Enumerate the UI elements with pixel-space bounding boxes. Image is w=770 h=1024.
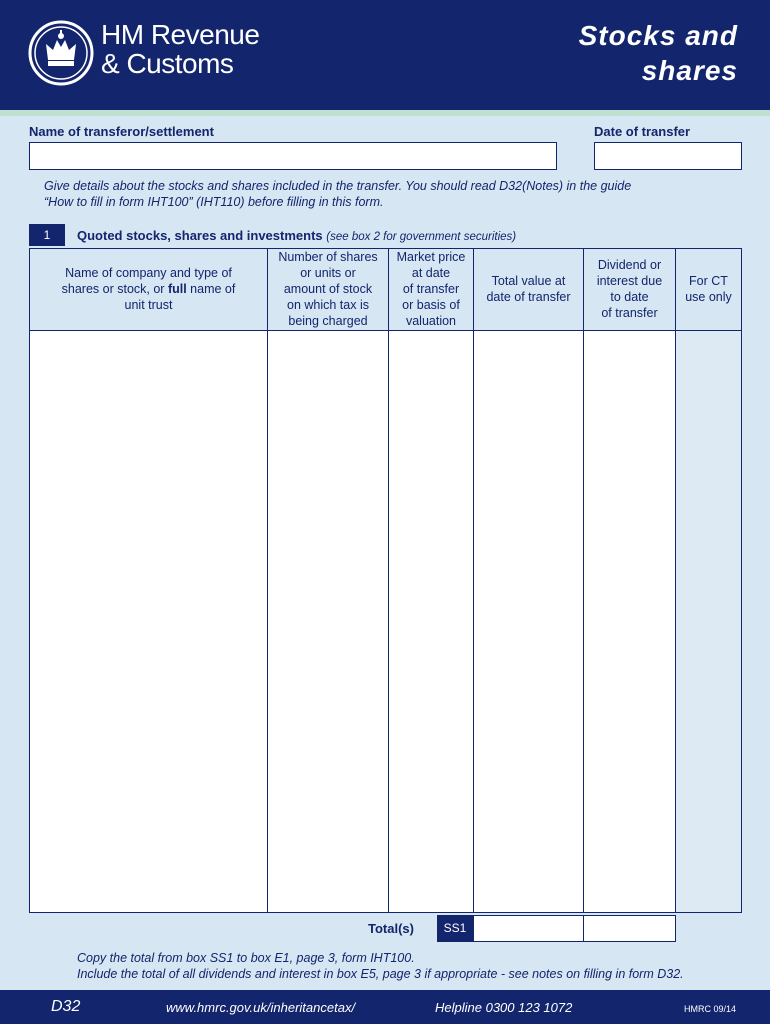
column-header-line: of transfer [402,282,460,296]
column-header-line: to date [610,290,649,304]
totals-box-code: SS1 [437,915,473,942]
footer-website-link[interactable]: www.hmrc.gov.uk/inheritancetax/ [166,1000,356,1015]
section-title-text: Quoted stocks, shares and investments [77,228,323,243]
page-header [0,0,770,110]
column-header-line: or basis of [402,298,460,312]
transfer-date-field[interactable] [594,142,742,170]
royal-crest-icon [28,20,94,86]
column-header-dividend [584,249,675,329]
section-number-badge: 1 [29,224,65,246]
column-header-line: Number of shares [278,250,378,264]
header-stripe [0,110,770,116]
footer-form-code: D32 [51,998,81,1015]
document-title [579,18,738,88]
page-footer [0,990,770,1024]
total-value-input-area[interactable] [473,330,584,913]
intro-line-1: Give details about the stocks and shares included in the transfer. You should read D32(Notes) in the guide [44,179,632,193]
table-header-divider [741,248,742,330]
title-line-2: shares [641,55,738,86]
column-header-line: Dividend or [597,258,662,272]
ct-use-only-area [675,330,742,913]
column-header-line: amount of stock [283,282,373,296]
column-header-text: shares or stock, or [61,282,168,296]
column-header-text: name of [186,282,236,296]
column-header-line [62,281,236,297]
column-header-company [30,249,267,329]
section-title [77,228,516,243]
logo-line-2: & Customs [101,48,234,79]
market-price-input-area[interactable] [388,330,474,913]
logo-line-1: HM Revenue [101,19,260,50]
column-header-line: on which tax is [287,298,369,312]
company-name-input-area[interactable] [29,330,268,913]
dividend-input-area[interactable] [583,330,676,913]
footnotes [77,950,684,982]
column-header-line: Market price [396,250,466,264]
column-header-line: valuation [405,314,457,328]
number-of-shares-input-area[interactable] [267,330,389,913]
column-header-market-price [389,249,473,329]
column-header-number-of-shares [268,249,388,329]
column-header-line: Name of company and type of [65,266,232,280]
column-header-line: For CT [689,274,728,288]
footer-helpline: Helpline 0300 123 1072 [435,1000,573,1015]
column-header-line: interest due [596,274,663,288]
transferor-name-field[interactable] [29,142,557,170]
column-header-bold-text: full [167,282,187,296]
section-note: (see box 2 for government securities) [326,231,517,243]
total-dividend-field[interactable] [583,915,676,942]
column-header-line: being charged [288,314,368,328]
column-header-line: of transfer [601,306,658,320]
intro-line-2: “How to fill in form IHT100” (IHT110) before filling in this form. [44,195,384,209]
footer-version: HMRC 09/14 [684,1004,737,1014]
column-header-line: unit trust [124,298,173,312]
total-value-field[interactable] [473,915,584,942]
column-header-ct-use [676,249,741,329]
footnote-line-2: Include the total of all dividends and interest in box E5, page 3 if appropriate - see notes on filling in form D32. [77,967,684,981]
intro-text [44,178,744,210]
column-header-line: use only [685,290,732,304]
totals-label: Total(s) [368,921,414,936]
transferor-name-label: Name of transferor/settlement [29,124,214,139]
column-header-line: at date [411,266,451,280]
hmrc-logo-text [101,20,259,78]
column-header-total-value [474,249,583,329]
column-header-line: date of transfer [486,290,571,304]
title-line-1: Stocks and [578,20,738,51]
column-header-line: Total value at [491,274,566,288]
transfer-date-label: Date of transfer [594,124,691,139]
column-header-line: or units or [300,266,356,280]
footnote-line-1: Copy the total from box SS1 to box E1, page 3, form IHT100. [77,951,415,965]
